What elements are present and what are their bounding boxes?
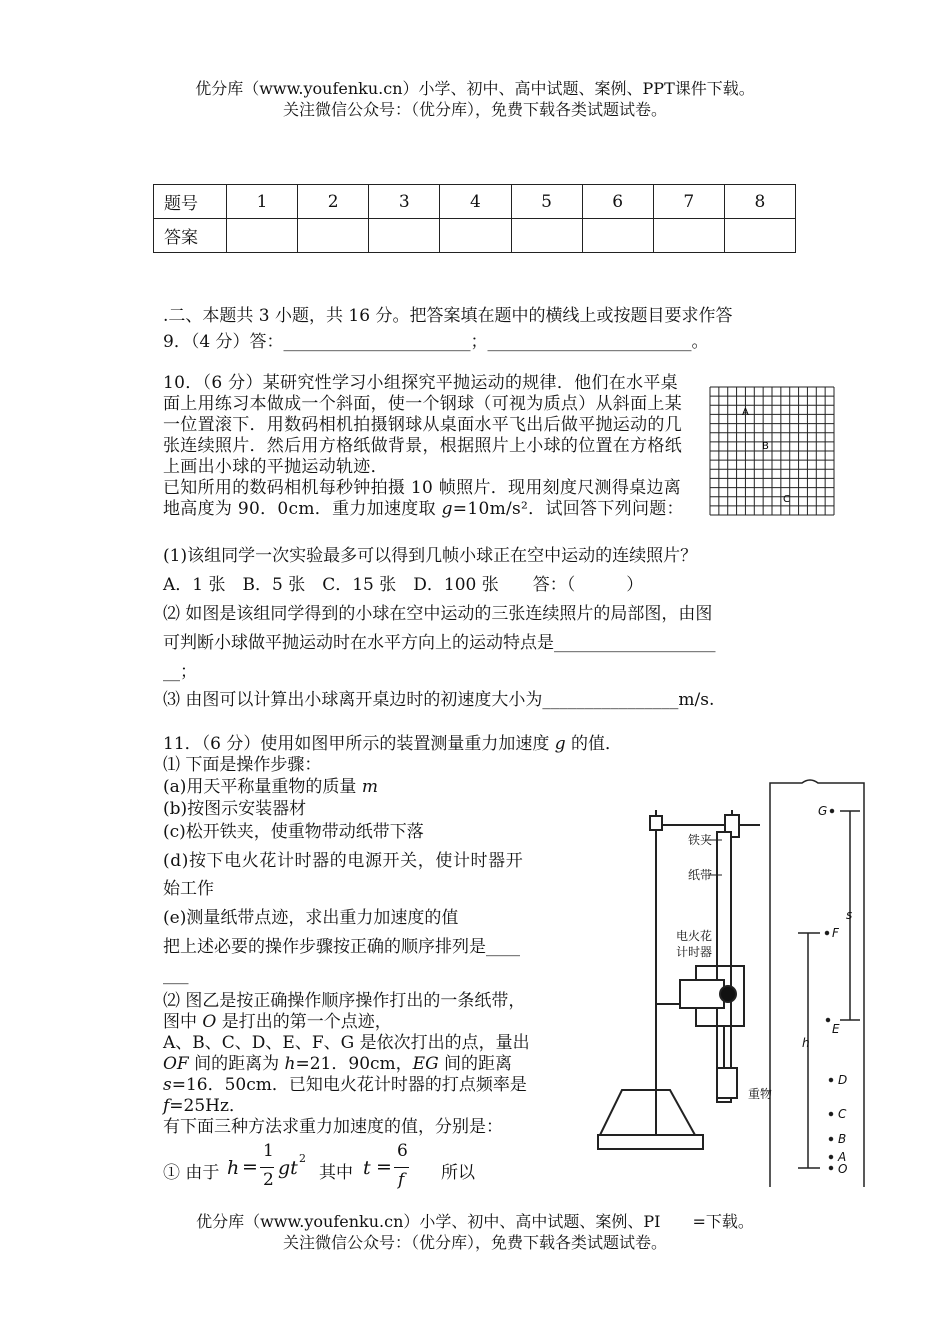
q11-step-d1: (d)按下电火花计时器的电源开关，使计时器开	[163, 851, 524, 871]
table-row	[154, 185, 796, 219]
table-cell: 1	[227, 185, 298, 219]
q11-order-line2: ___	[163, 965, 189, 985]
tape-dot-f	[826, 932, 829, 935]
table-cell: 3	[369, 185, 440, 219]
section-2-title: .二、本题共 3 小题，共 16 分。把答案填在题中的横线上或按题目要求作答	[163, 306, 733, 326]
formula-t: t	[363, 1157, 371, 1179]
q10-sub2-line3: __；	[163, 662, 197, 682]
q10-intro	[163, 373, 695, 520]
q10-intro2-b: =10m/s²．试回答下列问题：	[452, 499, 684, 519]
formula-eq2: =	[376, 1156, 392, 1178]
formula-num: 1	[263, 1141, 274, 1161]
q11-p2-5b: =16．50cm．已知电火花计时器的打点频率是	[171, 1075, 527, 1095]
q11-p2-line6	[163, 1096, 246, 1117]
q11-p2-2a: 图中	[163, 1012, 203, 1032]
q11-p2-6b: =25Hz．	[169, 1096, 246, 1116]
answer-table	[153, 184, 796, 253]
table-label-answer: 答案	[154, 219, 227, 253]
formula-end: 所以	[441, 1163, 475, 1183]
formula-den2: f	[398, 1170, 405, 1190]
q11-p2-4d: 间的距离	[438, 1054, 513, 1074]
q11-step-c: (c)松开铁夹，使重物带动纸带下落	[163, 822, 424, 842]
formula-gt: gt	[278, 1157, 298, 1179]
fraction-bar-2	[394, 1167, 409, 1168]
q11-eg-symbol: EG	[412, 1054, 439, 1074]
tape-dot-o	[830, 1167, 833, 1170]
q11-p2-4c: =21．90cm，	[295, 1054, 413, 1074]
label-tape: 纸带	[688, 868, 713, 882]
q10-sub3[interactable]: ⑶ 由图可以计算出小球离开桌边时的初速度大小为________________m/s.	[163, 690, 715, 710]
q10-g-symbol: g	[441, 499, 453, 519]
formula-den: 2	[263, 1170, 274, 1190]
tape-dot-e	[827, 1019, 830, 1022]
q11-p2-line1: ⑵ 图乙是按正确操作顺序操作打出的一条纸带，	[163, 991, 526, 1011]
tape-label-h: h	[802, 1036, 810, 1050]
tape-label-a: A	[838, 1150, 847, 1164]
q11-title-a: 11．（6 分）使用如图甲所示的装置测量重力加速度	[163, 734, 555, 754]
answer-cell[interactable]	[227, 219, 298, 253]
q11-p2-line2	[163, 1012, 392, 1033]
weight	[717, 1068, 737, 1098]
q11-p2-2b: 是打出的第一个点迹，	[216, 1012, 392, 1032]
table-cell: 4	[440, 185, 511, 219]
q11-method1-formula	[163, 1141, 543, 1198]
q10-intro2-a: 已知所用的数码相机每秒钟拍摄 10 帧照片．现用刻度尺测得桌边离地高度为 90．0cm．重力加速度取	[163, 478, 682, 519]
tape-dot-a	[830, 1156, 833, 1159]
table-top	[598, 1135, 703, 1149]
table-cell: 7	[653, 185, 724, 219]
tape-dot-g	[831, 810, 834, 813]
grid-label-a: A	[742, 407, 749, 418]
header-line-2: 关注微信公众号：（优分库），免费下载各类试题试卷。	[282, 100, 667, 119]
footer-line-2: 关注微信公众号：（优分库），免费下载各类试题试卷。	[282, 1233, 667, 1252]
answer-cell[interactable]	[298, 219, 369, 253]
formula-h: h	[227, 1157, 240, 1179]
q11-title-b: 的值．	[565, 734, 623, 754]
table-label-number: 题号	[154, 185, 227, 219]
table-row	[154, 219, 796, 253]
q11-h-symbol: h	[284, 1054, 296, 1074]
q10-intro-text: 10．（6 分）某研究性学习小组探究平抛运动的规律．他们在水平桌面上用练习本做成一个斜面，使一个钢球（可视为质点）从斜面上某一位置滚下．用数码相机拍摄钢球从桌面水平飞出后做平抛运动的几张连续照片．然后用方格纸做背景，根据照片上小球的位置在方格纸上画出小球的平抛运动轨迹．	[163, 373, 682, 477]
formula-mid: 其中	[319, 1163, 353, 1183]
table-cell: 5	[511, 185, 582, 219]
q10-sub2-line1: ⑵ 如图是该组同学得到的小球在空中运动的三张连续照片的局部图，由图	[163, 604, 713, 624]
table-cell: 8	[724, 185, 795, 219]
formula-prefix: ① 由于	[163, 1163, 220, 1183]
answer-cell[interactable]	[582, 219, 653, 253]
q11-o-symbol: O	[202, 1012, 217, 1032]
q11-step-b: (b)按图示安装器材	[163, 799, 307, 819]
support-base	[600, 1090, 695, 1135]
q11-p2-line5	[163, 1075, 527, 1096]
header-line-1: 优分库（www.youfenku.cn）小学、初中、高中试题、案例、PPT课件下载。	[195, 79, 755, 98]
q10-sub2-line2[interactable]: 可判断小球做平抛运动时在水平方向上的运动特点是___________________	[163, 633, 716, 653]
formula-sup: 2	[299, 1152, 306, 1165]
answer-cell[interactable]	[511, 219, 582, 253]
formula-eq: =	[242, 1156, 258, 1178]
table-cell: 6	[582, 185, 653, 219]
q11-step-a-text: (a)用天平称量重物的质量	[163, 777, 362, 797]
table-cell: 2	[298, 185, 369, 219]
q9-answer-line[interactable]: 9．（4 分）答：______________________；________________________。	[163, 332, 709, 352]
answer-cell[interactable]	[369, 219, 440, 253]
tape-label-g: G	[818, 804, 828, 818]
answer-cell[interactable]	[653, 219, 724, 253]
label-timer-2: 计时器	[676, 945, 713, 959]
q11-m-symbol: m	[361, 777, 378, 797]
q10-sub1-options[interactable]: A．1 张 B．5 张 C．15 张 D．100 张 答：（ ）	[163, 575, 644, 595]
q11-p2-line7: 有下面三种方法求重力加速度的值，分别是：	[163, 1117, 503, 1137]
fraction-bar	[260, 1167, 274, 1168]
formula-num2: 6	[397, 1141, 408, 1161]
answer-cell[interactable]	[440, 219, 511, 253]
label-clamp: 铁夹	[688, 833, 713, 847]
q11-title	[163, 734, 622, 755]
tape-label-f: F	[832, 926, 839, 940]
tape-dot-d	[830, 1079, 833, 1082]
q11-step-header: ⑴ 下面是操作步骤：	[163, 755, 322, 775]
footer-line-1: 优分库（www.youfenku.cn）小学、初中、高中试题、案例、PI =下载。	[196, 1212, 754, 1231]
q11-g-symbol: g	[554, 734, 566, 754]
apparatus-figure	[600, 790, 773, 1190]
label-weight: 重物	[748, 1087, 773, 1101]
tape-label-b: B	[838, 1132, 847, 1146]
grid-label-b: B	[762, 441, 769, 452]
timer-spark-disc	[720, 986, 736, 1002]
q11-p2-line4	[163, 1054, 512, 1075]
paper-tape-figure	[768, 775, 878, 1190]
tape-dot-c	[830, 1113, 833, 1116]
q11-step-d2: 始工作	[163, 879, 214, 899]
tape-label-e: E	[832, 1022, 840, 1036]
grid-label-c: C	[783, 494, 790, 505]
q11-step-e: (e)测量纸带点迹，求出重力加速度的值	[163, 908, 459, 928]
tape-label-o: O	[838, 1162, 848, 1176]
q11-of-symbol: OF	[163, 1054, 189, 1074]
arm-clamp	[650, 816, 662, 830]
trajectory-grid-figure	[709, 386, 835, 516]
tape-dot-b	[830, 1138, 833, 1141]
q11-p2-4b: 间的距离为	[188, 1054, 285, 1074]
q11-s-symbol: s	[163, 1075, 172, 1095]
q11-f-symbol: f	[163, 1096, 170, 1116]
q11-step-a	[163, 777, 378, 798]
q10-sub1: (1)该组同学一次实验最多可以得到几帧小球正在空中运动的连续照片？	[163, 546, 698, 566]
tape-label-s: s	[846, 908, 853, 922]
answer-cell[interactable]	[724, 219, 795, 253]
q11-order-line1[interactable]: 把上述必要的操作步骤按正确的顺序排列是____	[163, 937, 520, 957]
tape-label-c: C	[838, 1107, 847, 1121]
tape-label-d: D	[838, 1073, 848, 1087]
q11-p2-line3: A、B、C、D、E、F、G 是依次打出的点，量出	[163, 1033, 530, 1053]
label-timer-1: 电火花	[676, 929, 713, 943]
timer-body	[680, 980, 724, 1008]
